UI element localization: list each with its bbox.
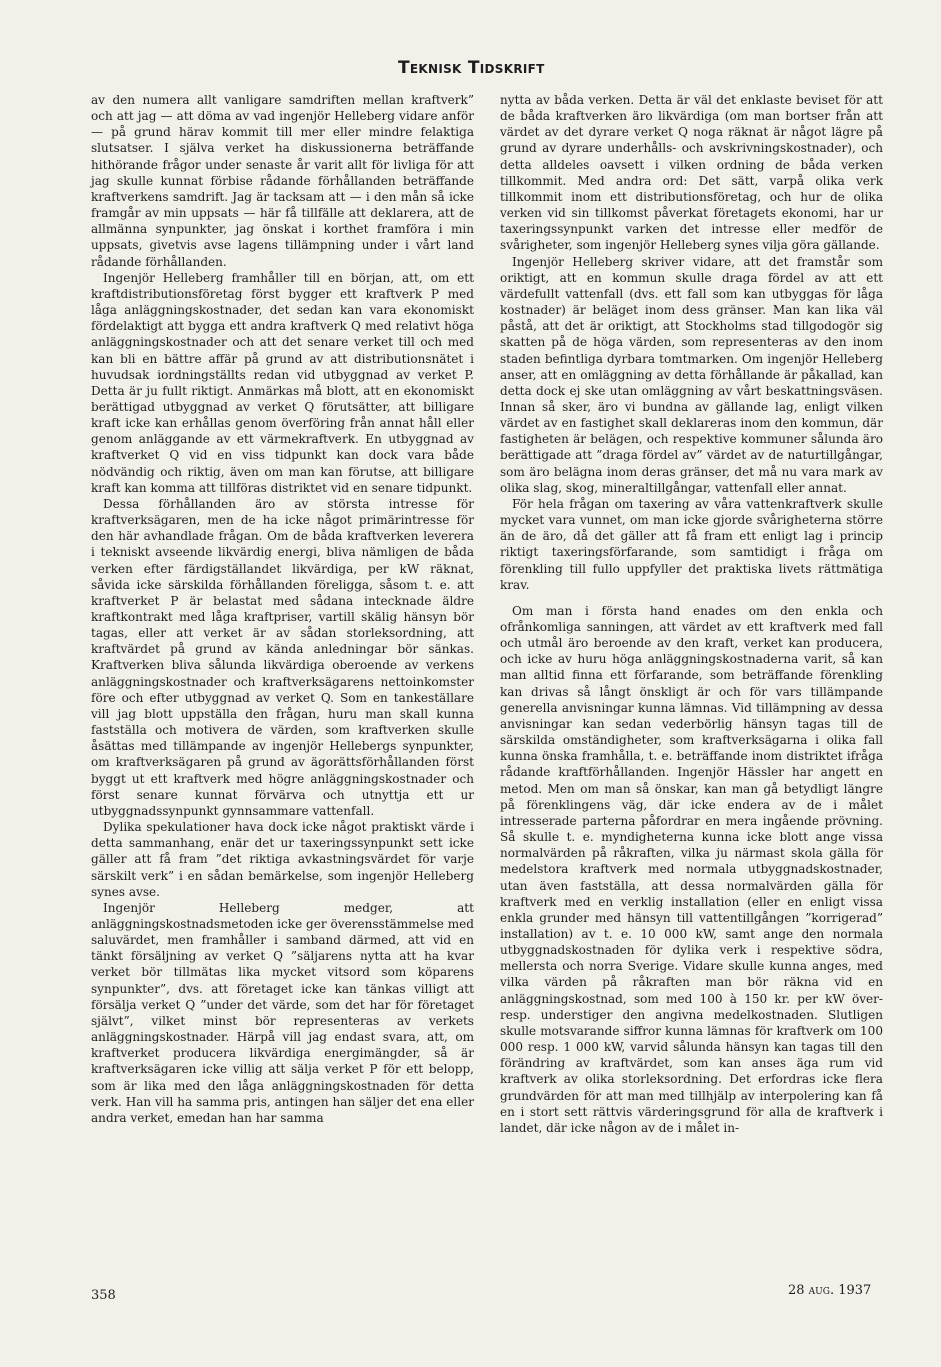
right-column <box>500 92 883 1136</box>
paragraph: För hela frågan om taxering av våra vattenkraftverk skulle mycket vara vunnet, om man icke gjorde svårigheterna större än de äro, då det gäller att få fram ett enligt lag i princip riktigt taxeringsförfarande, som samtidigt i fråga om förenkling till fullo uppfyller det praktiska livets rättmätiga krav. <box>500 496 883 592</box>
page-number: 358 <box>91 1288 116 1303</box>
journal-title: Teknisk Tidskrift <box>398 58 545 78</box>
issue-date: 28 aug. 1937 <box>788 1283 872 1298</box>
paragraph: av den numera allt vanligare samdriften mellan kraftverk” och att jag — att döma av vad ingenjör Helleberg vidare anför — på grund härav kommit till mer eller mindre felaktiga slutsatser. I själva verket ha diskussionerna beträffande hithörande frågor under senaste år varit allt för livliga för att jag skulle kunnat förbise rådande förhållanden beträffande kraftverkens samdrift. Jag är tacksam att — i den mån så icke framgår av min uppsats — här få tillfälle att deklarera, att de allmänna synpunkter, jag önskat i korthet framföra i min uppsats, givetvis avse lagens tillämpning under i vårt land rådande förhållanden. <box>91 93 474 269</box>
paragraph: Om man i första hand enades om den enkla och ofrånkomliga sanningen, att värdet av ett kraftverk med fall och utmål äro beroende av den kraft, verket kan producera, och icke av huru höga anläggningskostnaderna varit, så kan man alltid finna ett förfarande, som beträffande förenkling kan drivas så långt önskligt är och för vars tillämpande generella anvisningar kunna lämnas. Vid tillämpning av dessa anvisningar kan sedan vederbörlig hänsyn tagas till de särskilda omständigheter, som kraftverksägarna i olika fall kunna önska framhålla, t. e. beträffande inom distriktet ifråga rådande kraftförhållanden. Ingenjör Hässler har angett en metod. Men om man så önskar, kan man gå betydligt längre på förenklingens väg, där icke endera av de i målet intresserade parterna påfordrar en mera ingående prövning. Så skulle t. e. myndigheterna kunna icke blott ange vissa normalvärden på råkraften, vilka ju närmast skola gälla för medelstora kraftverk med normala utbyggnadskostnader, utan även fastställa, att dessa normalvärden gälla för kraftverk med en verklig installation (eller en enligt vissa enkla grunder med hänsyn till vattentillgången ”korrigerad” installation) av t. e. 10 000 kW, samt ange den normala utbyggnadskostnaden för dylika verk i respektive södra, mellersta och norra Sverige. Vidare skulle kunna anges, med vilka värden på råkraften man bör räkna vid en anläggningskostnad, som med 100 à 150 kr. per kW över- resp. understiger den angivna medelkostnaden. Slutligen skulle motsvarande siffror kunna lämnas för kraftverk om 100 000 resp. 1 000 kW, varvid sålunda hänsyn kan tagas till den förändring av kraftvärdet, som kan anses äga rum vid kraftverk av olika storleksordning. Det erfordras icke flera grundvärden för att man med tillhjälp av interpolering kan få en i stort sett rättvis värderingsgrund för alla de kraftverk i landet, där icke någon av de i målet in- <box>500 603 883 1135</box>
left-column <box>91 92 474 1126</box>
paragraph: Dessa förhållanden äro av största intresse för kraftverksägaren, men de ha icke något primärintresse för den här avhandlade frågan. Om de båda kraftverken leverera i tekniskt avseende likvärdig energi, bliva nämligen de båda verken efter färdigställandet likvärdiga, per kW räknat, såvida icke särskilda förhållanden föreligga, såsom t. e. att kraftverket P är belastat med sådana intecknade äldre kraftkontrakt med låga kraftpriser, vartill skälig hänsyn bör tagas, eller att verket är av sådan storleksordning, att kraftvärdet på grund av kända anledningar bör sänkas. Kraftverken bliva sålunda likvärdiga oberoende av verkens anläggningskostnader och kraftverksägarens nettoinkomster före och efter utbyggnad av verket Q. Som en tankeställare vill jag blott uppställa den frågan, huru man skall kunna fastställa och motivera de värden, som kraftverken skulle åsättas med tillämpande av ingenjör Hellebergs synpunkter, om kraftverksägaren på grund av ägorättsförhållanden först byggt ut ett kraftverk med högre anläggningskostnader och först senare kunnat förvärva och utnyttja ett ur utbyggnadssynpunkt gynnsammare vattenfall. <box>91 496 474 818</box>
paragraph: Ingenjör Helleberg framhåller till en början, att, om ett kraftdistributionsföretag först bygger ett kraftverk P med låga anläggningskostnader, det sedan kan vara ekonomiskt fördelaktigt att bygga ett andra kraftverk Q med relativt höga anläggningskostnader och att det senare verket till och med kan bli en bättre affär på grund av att distributionsnätet i huvudsak iordningställts redan vid utbyggnad av verket P. Detta är ju fullt riktigt. Anmärkas må blott, att en ekonomiskt berättigad utbyggnad av verket Q förutsätter, att billigare kraft icke kan erhållas genom överföring från annat håll eller genom anläggande av ett värmekraftverk. En utbyggnad av kraftverket Q vid en viss tidpunkt kan dock vara både nödvändig och riktig, även om man kan förutse, att billigare kraft kan komma att tillföras distriktet vid en senare tidpunkt. <box>91 270 474 495</box>
paragraph: Dylika spekulationer hava dock icke något praktiskt värde i detta sammanhang, enär det ur taxeringssynpunkt sett icke gäller att få fram ”det riktiga avkastningsvärdet för varje särskilt verk” i en sådan bemärkelse, som ingenjör Helleberg synes avse. <box>91 820 474 899</box>
paragraph: Ingenjör Helleberg skriver vidare, att det framstår som oriktigt, att en kommun skulle draga fördel av att ett värdefullt vattenfall (dvs. ett fall som kan utbyggas för låga kostnader) är beläget inom dess gränser. Man kan lika väl påstå, att det är oriktigt, att Stockholms stad tillgodogör sig skatten på de höga värden, som representeras av den inom staden befintliga dyrbara tomtmarken. Om ingenjör Helleberg anser, att en omläggning av detta förhållande är påkallad, kan detta dock ej ske utan omläggning av vårt beskattningsväsen. Innan så sker, äro vi bundna av gällande lag, enligt vilken värdet av en fastighet skall deklareras inom den kommun, där fastigheten är belägen, och respektive kommuner sålunda äro berättigade att ”draga fördel av” värdet av de naturtillgångar, som äro belägna inom deras gränser, det må nu vara mark av olika slag, skog, mineraltillgångar, vattenfall eller annat. <box>500 254 883 495</box>
paragraph: nytta av båda verken. Detta är väl det enklaste beviset för att de båda kraftverken äro likvärdiga (om man bortser från att värdet av det dyrare verket Q noga räknat är något lägre på grund av dyrare underhålls- och avskrivningskostnader), och detta alldeles oavsett i vilken ordning de båda verken tillkommit. Med andra ord: Det sätt, varpå olika verk tillkommit inom ett distributionsföretag, och hur de olika verken vid sin tillkomst påverkat företagets ekonomi, har ur taxeringssynpunkt varken det intresse eller medför de svårigheter, som ingenjör Helleberg synes vilja göra gällande. <box>500 93 883 253</box>
paragraph: Ingenjör Helleberg medger, att anläggningskostnadsmetoden icke ger överensstämmelse med saluvärdet, men framhåller i samband därmed, att vid en tänkt försäljning av verket Q ”säljarens nytta att ha kvar verket bör tillmätas lika mycket vitsord som köparens synpunkter”, dvs. att företaget icke kan tänkas villigt att försälja verket Q ”under det värde, som det har för företaget självt”, vilket minst bör representeras av verkets anläggningskostnader. Härpå vill jag endast svara, att, om kraftverket producera likvärdiga energimängder, så är kraftverksägaren icke villig att sälja verket P för ett belopp, som är lika med den låga anläggningskostnaden för detta verk. Han vill ha samma pris, antingen han säljer det ena eller andra verket, emedan han har samma <box>91 900 474 1125</box>
